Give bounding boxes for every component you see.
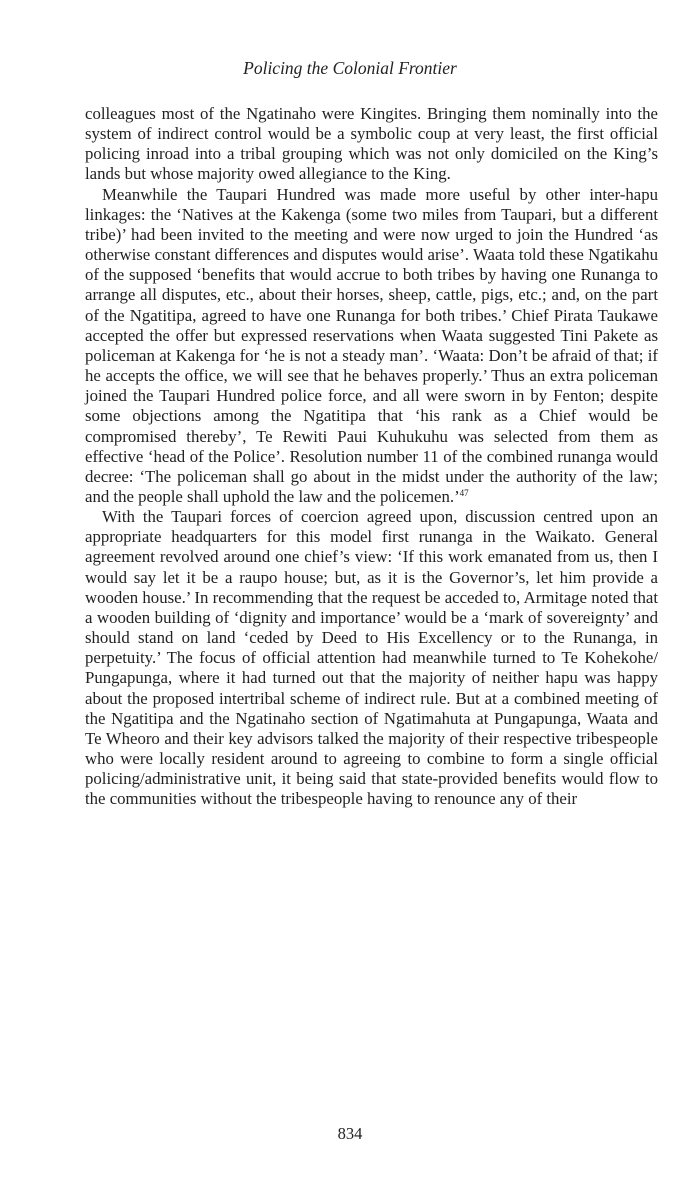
paragraph-3-text: With the Taupari forces of coercion agreed upon, discussion centred upon an appropriate headquarters for this model first runanga in the Waikato. General agreement revolved around one chief’s view: ‘If this work emanated from us, then I would say let it be a raupo house; but, as it is the Governor’s, let him provide a wooden house.’ In recommending that the request be acceded to, Armitage noted that a wooden building of ‘dignity and importance’ would be a ‘mark of sovereignty’ and should stand on land ‘ceded by Deed to His Excellency or to the Runanga, in perpetuity.’ The focus of official attention had meanwhile turned to Te Kohekohe/ Pungapunga, where it had turned out that the majority of neither hapu was happy about the proposed intertribal scheme of indirect rule. But at a combined meeting of the Ngatitipa and the Ngatinaho section of Ngatimahuta at Pungapunga, Waata and Te Wheoro and their key advisors talked the majority of their respective tribespeople who were locally resident around to agreeing to combine to form a single official policing/administrative unit, it being said that state-provided benefits would flow to the communities without the tribespeople having to renounce any of their [85,507,658,809]
running-head: Policing the Colonial Frontier [243,58,457,78]
paragraph-1-text: colleagues most of the Ngatinaho were Kingites. Bringing them nominally into the system of indirect control would be a symbolic coup at very least, the first official policing inroad into a tribal grouping which was not only domiciled on the King’s lands but whose majority owed allegiance to the King. [85,104,658,184]
paragraph-2-text: Meanwhile the Taupari Hundred was made more useful by other inter-hapu linkages: the ‘Natives at the Kakenga (some two miles from Taupari, but a different tribe)’ had been invited to the meeting and were now urged to join the Hundred ‘as otherwise constant differences and disputes would arise’. Waata told these Ngatikahu of the supposed ‘benefits that would accrue to both tribes by having one Runanga to arrange all disputes, etc., about their horses, sheep, cattle, pigs, etc.; and, on the part of the Ngatitipa, agreed to have one Runanga for both tribes.’ Chief Pirata Taukawe accepted the offer but expressed reservations when Waata suggested Tini Pakete as policeman at Kakenga for ‘he is not a steady man’. ‘Waata: Don’t be afraid of that; if he accepts the office, we will see that he behaves properly.’ Thus an extra policeman joined the Taupari Hundred police force, and all were sworn in by Fenton; despite some objections among the Ngatitipa that ‘his rank as a Chief would be compromised thereby’, Te Rewiti Paui Kuhukuhu was selected from them as effective ‘head of the Police’. Resolution number 11 of the combined runanga would decree: ‘The policeman shall go about in the midst under the authority of the law; and the people shall uphold the law and the policemen.’ [85,184,658,506]
paragraph-2 [85,185,658,508]
footnote-reference-47: 47 [459,487,469,498]
body-text [85,104,658,809]
paragraph-3 [85,507,658,809]
page-number: 834 [337,1124,363,1143]
paragraph-1 [85,104,658,185]
